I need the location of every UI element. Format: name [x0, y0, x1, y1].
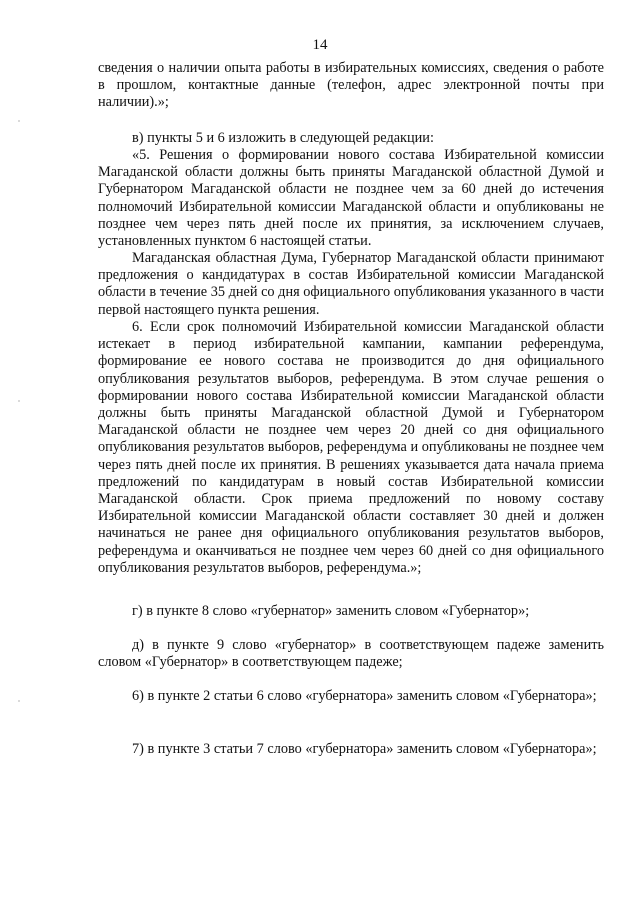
paragraph-point-5: «5. Решения о формировании нового состава Избирательной комиссии Магаданской области должны быть приняты Магаданской областной Думой и Губернатором Магаданской области не позднее чем за 60 дней до истечения полномочий Избирательной комиссии Магаданской области и опубликованы не позднее чем через пять дней после их принятия, за исключением случаев, установленных пунктом 6 настоящей статьи.	[98, 147, 604, 250]
page-number: 14	[312, 37, 328, 53]
margin-mark	[18, 120, 20, 122]
paragraph-item-d: д) в пункте 9 слово «губернатор» в соответствующем падеже заменить словом «Губернатор» в соответствующем падеже;	[98, 637, 604, 671]
paragraph-contact-info-continuation: сведения о наличии опыта работы в избирательных комиссиях, сведения о работе в прошлом, контактные данные (телефон, адрес электронной почты при наличии).»;	[98, 60, 604, 111]
margin-mark	[18, 700, 20, 702]
paragraph-item-6: 6) в пункте 2 статьи 6 слово «губернатора» заменить словом «Губернатора»;	[132, 688, 597, 704]
paragraph-item-7: 7) в пункте 3 статьи 7 слово «губернатора» заменить словом «Губернатора»;	[132, 741, 597, 757]
margin-mark	[18, 400, 20, 402]
paragraph-item-v: в) пункты 5 и 6 изложить в следующей редакции:	[132, 130, 434, 146]
paragraph-point-6: 6. Если срок полномочий Избирательной комиссии Магаданской области истекает в период избирательной кампании, кампании референдума, формирование ее нового состава не производится до дня официального опубликования результатов выборов, референдума. В этом случае решения о формировании нового состава Избирательной комиссии Магаданской области должны быть приняты Магаданской областной Думой и Губернатором Магаданской области не позднее чем через 20 дней со дня официального опубликования результатов выборов, референдума и опубликованы не позднее чем через пять дней после их принятия. В решениях указывается дата начала приема предложений по кандидатурам в новый состав Избирательной комиссии Магаданской области. Срок приема предложений по новому составу Избирательной комиссии Магаданской области составляет 30 дней и должен начинаться не ранее дня официального опубликования результатов выборов, референдума и оканчиваться не позднее чем через 60 дней со дня официального опубликования результатов выборов, референдума.»;	[98, 319, 604, 576]
paragraph-point-5-part-2: Магаданская областная Дума, Губернатор Магаданской области принимают предложения о кандидатурах в состав Избирательной комиссии Магаданской области в течение 35 дней со дня официального опубликования указанного в части первой настоящего пункта решения.	[98, 250, 604, 318]
paragraph-item-g: г) в пункте 8 слово «губернатор» заменить словом «Губернатор»;	[132, 603, 530, 619]
